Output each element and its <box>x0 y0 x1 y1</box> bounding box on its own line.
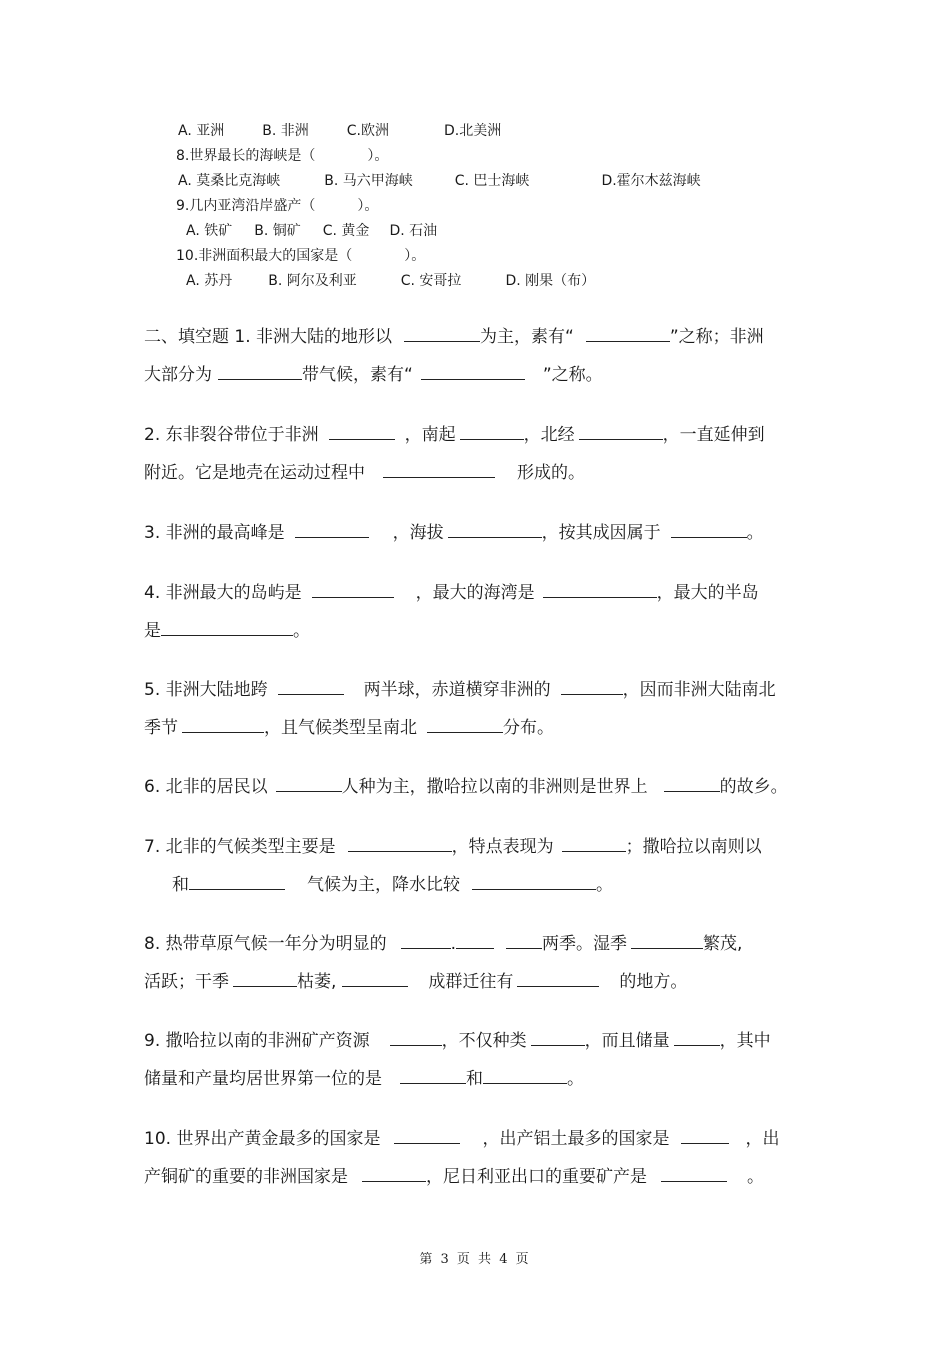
text: ，因而非洲大陆南北 <box>622 680 776 700</box>
fill-q5-line1 <box>144 675 776 700</box>
stem-text: 9.几内亚湾沿岸盛产（ <box>176 198 316 214</box>
text: 10. 世界出产黄金最多的国家是 <box>144 1129 381 1149</box>
answer-blank[interactable] <box>543 581 657 598</box>
text: ，出 <box>745 1129 780 1149</box>
text: 2. 东非裂谷带位于非洲 <box>144 425 319 445</box>
text: ，北经 <box>523 425 575 445</box>
text: 繁茂, <box>703 934 743 954</box>
q8-options <box>178 170 701 190</box>
q10-stem <box>176 245 425 265</box>
text: ，海拔 <box>392 523 444 543</box>
option-c: C. 黄金 <box>322 223 370 239</box>
text: ，特点表现为 <box>451 837 554 857</box>
answer-blank[interactable] <box>233 970 297 987</box>
text: 分布。 <box>503 718 554 738</box>
text: 的地方。 <box>619 972 688 992</box>
answer-blank[interactable] <box>531 1029 585 1046</box>
q10-options <box>186 270 595 290</box>
answer-blank[interactable] <box>383 461 495 478</box>
text: 两季。湿季 <box>542 934 628 954</box>
option-c: C. 巴士海峡 <box>454 173 530 189</box>
answer-blank[interactable] <box>517 970 599 987</box>
option-a: A. 亚洲 <box>178 123 225 139</box>
text: ，出产铝土最多的国家是 <box>482 1129 670 1149</box>
answer-blank[interactable] <box>394 1127 460 1144</box>
answer-blank[interactable] <box>674 1029 720 1046</box>
text: ，且气候类型呈南北 <box>264 718 417 738</box>
answer-blank[interactable] <box>671 521 747 538</box>
q8-stem <box>176 145 388 165</box>
option-a: A. 莫桑比克海峡 <box>178 173 281 189</box>
stem-text: 8.世界最长的海峡是（ <box>176 148 316 164</box>
answer-blank[interactable] <box>276 775 342 792</box>
answer-blank[interactable] <box>312 581 394 598</box>
fill-q7-line2 <box>172 870 613 895</box>
answer-blank[interactable] <box>348 835 452 852</box>
fill-q7-line1 <box>144 832 762 857</box>
text: 为主，素有“ <box>480 327 574 347</box>
answer-blank[interactable] <box>161 619 293 636</box>
answer-blank[interactable] <box>664 775 720 792</box>
text: 是 <box>144 621 161 641</box>
answer-blank[interactable] <box>295 521 369 538</box>
text: ，按其成因属于 <box>541 523 661 543</box>
option-a: A. 铁矿 <box>186 223 233 239</box>
fill-q10-line1 <box>144 1124 779 1149</box>
text: 枯萎, <box>297 972 337 992</box>
fill-q6-line1 <box>144 772 788 797</box>
fill-q8-line1 <box>144 929 742 954</box>
answer-blank[interactable] <box>456 932 494 949</box>
text: ，最大的海湾是 <box>415 583 535 603</box>
answer-blank[interactable] <box>427 716 503 733</box>
stem-text-end: ）。 <box>357 198 379 214</box>
text: . <box>450 934 457 954</box>
stem-text: 10.非洲面积最大的国家是（ <box>176 248 353 264</box>
text: 附近。它是地壳在运动过程中 <box>144 463 365 483</box>
text: 形成的。 <box>517 463 585 483</box>
answer-blank[interactable] <box>448 521 542 538</box>
text: 。 <box>567 1069 584 1089</box>
option-d: D. 石油 <box>389 223 438 239</box>
text: 。 <box>596 875 613 895</box>
answer-blank[interactable] <box>329 423 395 440</box>
text: ，尼日利亚出口的重要矿产是 <box>426 1167 647 1187</box>
stem-text-end: ）。 <box>367 148 389 164</box>
fill-q9-line1 <box>144 1026 771 1051</box>
fill-q2-line2 <box>144 458 585 483</box>
answer-blank[interactable] <box>400 1067 466 1084</box>
option-b: B. 非洲 <box>262 123 309 139</box>
answer-blank[interactable] <box>362 1165 426 1182</box>
text: 带气候，素有“ <box>302 365 413 385</box>
text: 3. 非洲的最高峰是 <box>144 523 285 543</box>
text: 。 <box>293 621 310 641</box>
fill-q4-line2 <box>144 616 310 641</box>
text: 两半球，赤道横穿非洲的 <box>363 680 551 700</box>
page-number-footer: 第 3 页 共 4 页 <box>419 1252 531 1267</box>
option-b: B. 阿尔及利亚 <box>268 273 357 289</box>
text: 。 <box>747 1167 764 1187</box>
fill-q1-line2 <box>144 360 603 385</box>
answer-blank[interactable] <box>342 970 408 987</box>
text: ，一直延伸到 <box>662 425 765 445</box>
text: 活跃；干季 <box>144 972 229 992</box>
text: 成群迁往有 <box>428 972 514 992</box>
answer-blank[interactable] <box>421 363 525 380</box>
text: ，其中 <box>719 1031 771 1051</box>
stem-text-end: ）。 <box>404 248 426 264</box>
option-c: C. 安哥拉 <box>400 273 462 289</box>
text: ”之称；非洲 <box>669 327 764 347</box>
fill-q10-line2 <box>144 1162 764 1187</box>
text: 大部分为 <box>144 365 212 385</box>
q7-options <box>178 120 501 140</box>
answer-blank[interactable] <box>390 1029 442 1046</box>
text: 和 <box>172 875 189 895</box>
text: 5. 非洲大陆地跨 <box>144 680 268 700</box>
text: ，而且储量 <box>584 1031 670 1051</box>
answer-blank[interactable] <box>562 835 626 852</box>
answer-blank[interactable] <box>404 325 480 342</box>
fill-q4-line1 <box>144 578 759 603</box>
option-d: D.北美洲 <box>443 123 502 139</box>
fill-q2-line1 <box>144 420 765 445</box>
text: 6. 北非的居民以 <box>144 777 268 797</box>
answer-blank[interactable] <box>681 1127 729 1144</box>
fill-q3-line1 <box>144 518 764 543</box>
option-d: D.霍尔木兹海峡 <box>601 173 701 189</box>
answer-blank[interactable] <box>483 1067 567 1084</box>
answer-blank[interactable] <box>182 716 264 733</box>
answer-blank[interactable] <box>661 1165 727 1182</box>
text: ，不仅种类 <box>441 1031 527 1051</box>
text: 和 <box>466 1069 483 1089</box>
answer-blank[interactable] <box>561 678 623 695</box>
fill-q1-line1 <box>144 322 764 347</box>
answer-blank[interactable] <box>579 423 663 440</box>
text: 人种为主，撒哈拉以南的非洲则是世界上 <box>341 777 648 797</box>
text: 4. 非洲最大的岛屿是 <box>144 583 302 603</box>
answer-blank[interactable] <box>506 932 542 949</box>
option-c: C.欧洲 <box>346 123 389 139</box>
option-d: D. 刚果（布） <box>505 273 596 289</box>
text: ；撒哈拉以南则以 <box>625 837 762 857</box>
option-a: A. 苏丹 <box>186 273 233 289</box>
text: 的故乡。 <box>719 777 788 797</box>
answer-blank[interactable] <box>218 363 302 380</box>
q9-options <box>186 220 437 240</box>
answer-blank[interactable] <box>460 423 524 440</box>
answer-blank[interactable] <box>586 325 670 342</box>
answer-blank[interactable] <box>631 932 703 949</box>
q9-stem <box>176 195 378 215</box>
text: 7. 北非的气候类型主要是 <box>144 837 336 857</box>
text: 气候为主，降水比较 <box>307 875 460 895</box>
option-b: B. 马六甲海峡 <box>324 173 413 189</box>
text: ，南起 <box>404 425 456 445</box>
text: ”之称。 <box>542 365 603 385</box>
fill-q8-line2 <box>144 967 687 992</box>
text: ，最大的半岛 <box>656 583 759 603</box>
option-b: B. 铜矿 <box>254 223 301 239</box>
text: 8. 热带草原气候一年分为明显的 <box>144 934 387 954</box>
text: 季节 <box>144 718 178 738</box>
fill-q9-line2 <box>144 1064 584 1089</box>
text: 储量和产量均居世界第一位的是 <box>144 1069 382 1089</box>
answer-blank[interactable] <box>189 873 285 890</box>
answer-blank[interactable] <box>472 873 596 890</box>
answer-blank[interactable] <box>401 932 451 949</box>
text: 。 <box>746 523 764 543</box>
text: 产铜矿的重要的非洲国家是 <box>144 1167 348 1187</box>
answer-blank[interactable] <box>278 678 344 695</box>
text: 二、填空题 1. 非洲大陆的地形以 <box>144 327 393 347</box>
text: 9. 撒哈拉以南的非洲矿产资源 <box>144 1031 370 1051</box>
fill-q5-line2 <box>144 713 554 738</box>
